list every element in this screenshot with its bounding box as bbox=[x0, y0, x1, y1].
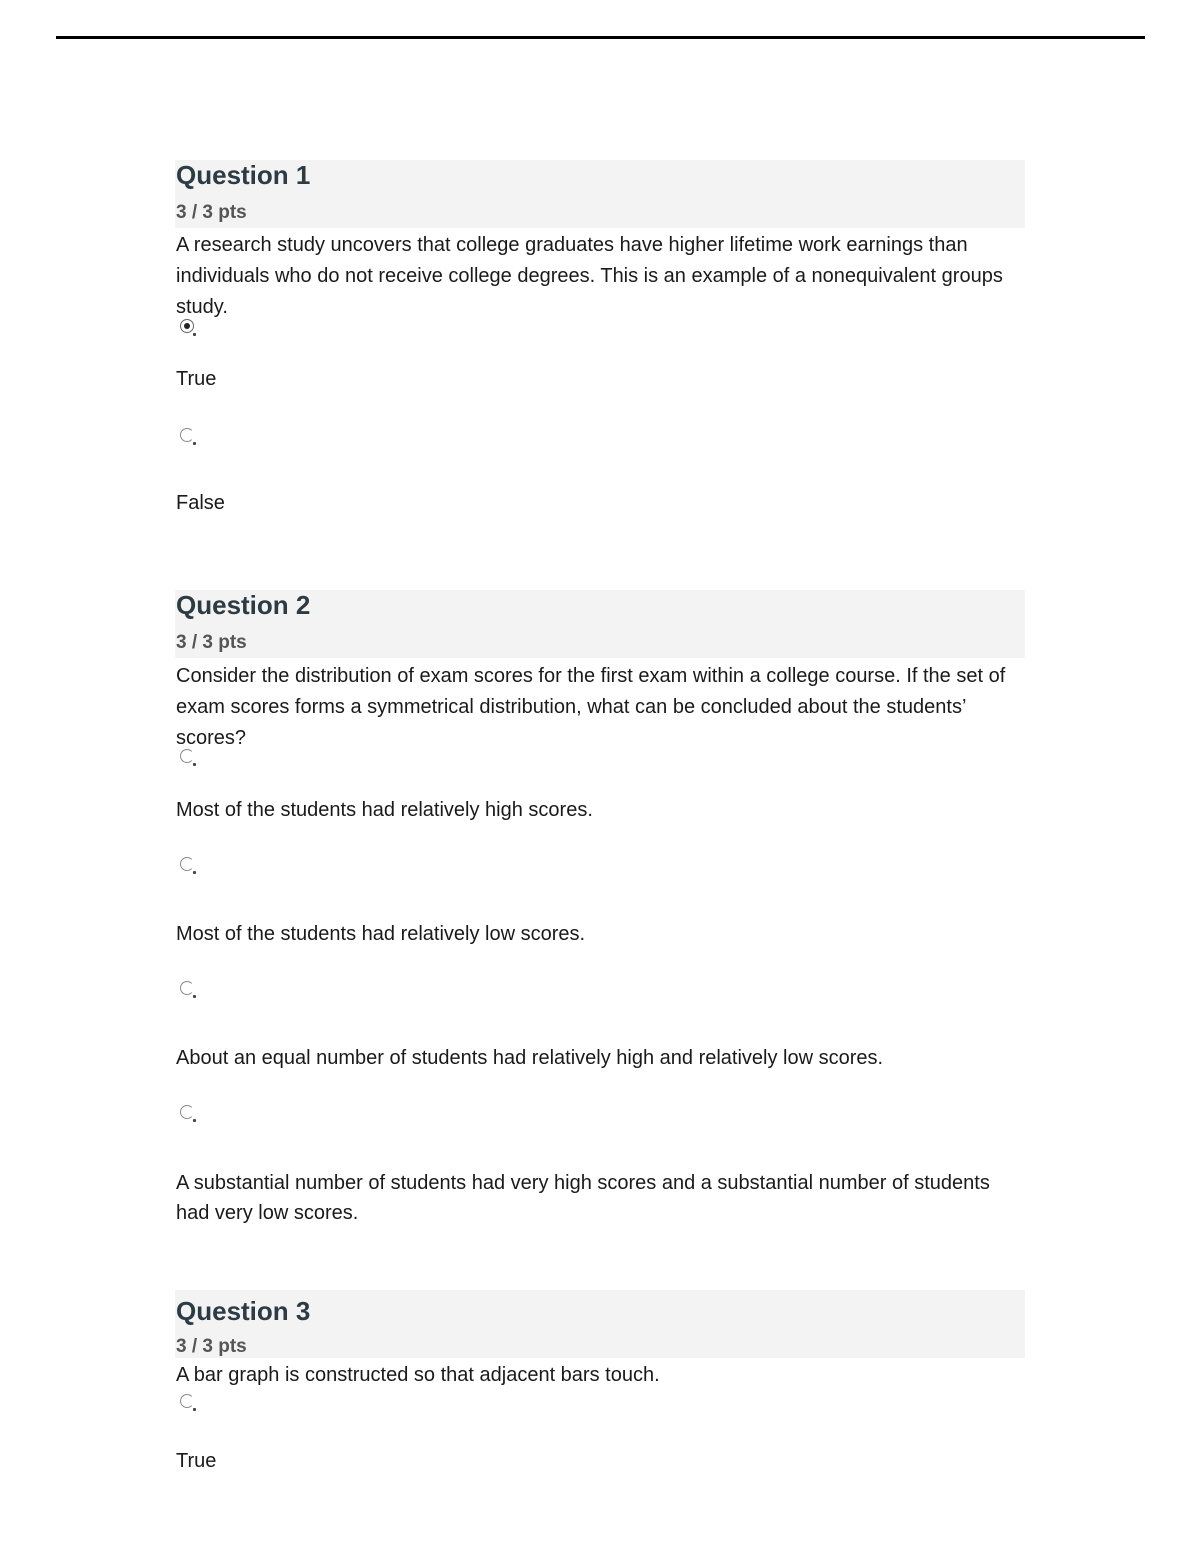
radio-tick bbox=[193, 1408, 196, 1411]
radio-selected-dot bbox=[184, 323, 190, 329]
question-3-title: Question 3 bbox=[176, 1296, 311, 1326]
question-3-answer-1-label: True bbox=[176, 1450, 217, 1472]
question-3-answer-1-radio[interactable] bbox=[180, 1394, 194, 1408]
radio-tick bbox=[193, 442, 196, 445]
question-2-text: Consider the distribution of exam scores for the first exam within a college course. If the set of exam scores forms a symmetrical distribution, what can be concluded about the students’ scores? bbox=[176, 665, 1006, 749]
question-1-answer-1-label: True bbox=[176, 368, 217, 390]
radio-tick bbox=[193, 763, 196, 766]
question-2-title: Question 2 bbox=[176, 590, 311, 620]
question-2-answer-1-radio[interactable] bbox=[180, 749, 194, 763]
radio-tick bbox=[193, 995, 196, 998]
question-2-answer-4-label: A substantial number of students had very high scores and a substantial number of students had very low scores. bbox=[176, 1172, 990, 1224]
page-top-rule bbox=[56, 36, 1145, 39]
radio-tick bbox=[193, 1119, 196, 1122]
question-2-answer-2-radio[interactable] bbox=[180, 857, 194, 871]
question-2-answer-3-label: About an equal number of students had relatively high and relatively low scores. bbox=[176, 1047, 884, 1069]
question-1-answer-2-label: False bbox=[176, 492, 225, 514]
question-3-points: 3 / 3 pts bbox=[176, 1336, 247, 1357]
question-2-answer-3-radio[interactable] bbox=[180, 981, 194, 995]
question-2-answer-2-label: Most of the students had relatively low scores. bbox=[176, 923, 586, 945]
question-1-answer-1-radio[interactable] bbox=[180, 319, 194, 333]
question-2-answer-1-label: Most of the students had relatively high scores. bbox=[176, 799, 593, 821]
question-3-text: A bar graph is constructed so that adjacent bars touch. bbox=[176, 1364, 660, 1386]
question-1-answer-2-radio[interactable] bbox=[180, 428, 194, 442]
question-1-points: 3 / 3 pts bbox=[176, 202, 247, 223]
question-2-answer-4-radio[interactable] bbox=[180, 1105, 194, 1119]
radio-tick bbox=[193, 871, 196, 874]
radio-tick bbox=[193, 333, 196, 336]
question-1-title: Question 1 bbox=[176, 160, 311, 190]
question-1-text: A research study uncovers that college graduates have higher lifetime work earnings than individuals who do not receive college degrees. This is an example of a nonequivalent groups study. bbox=[176, 234, 1003, 318]
question-2-points: 3 / 3 pts bbox=[176, 632, 247, 653]
